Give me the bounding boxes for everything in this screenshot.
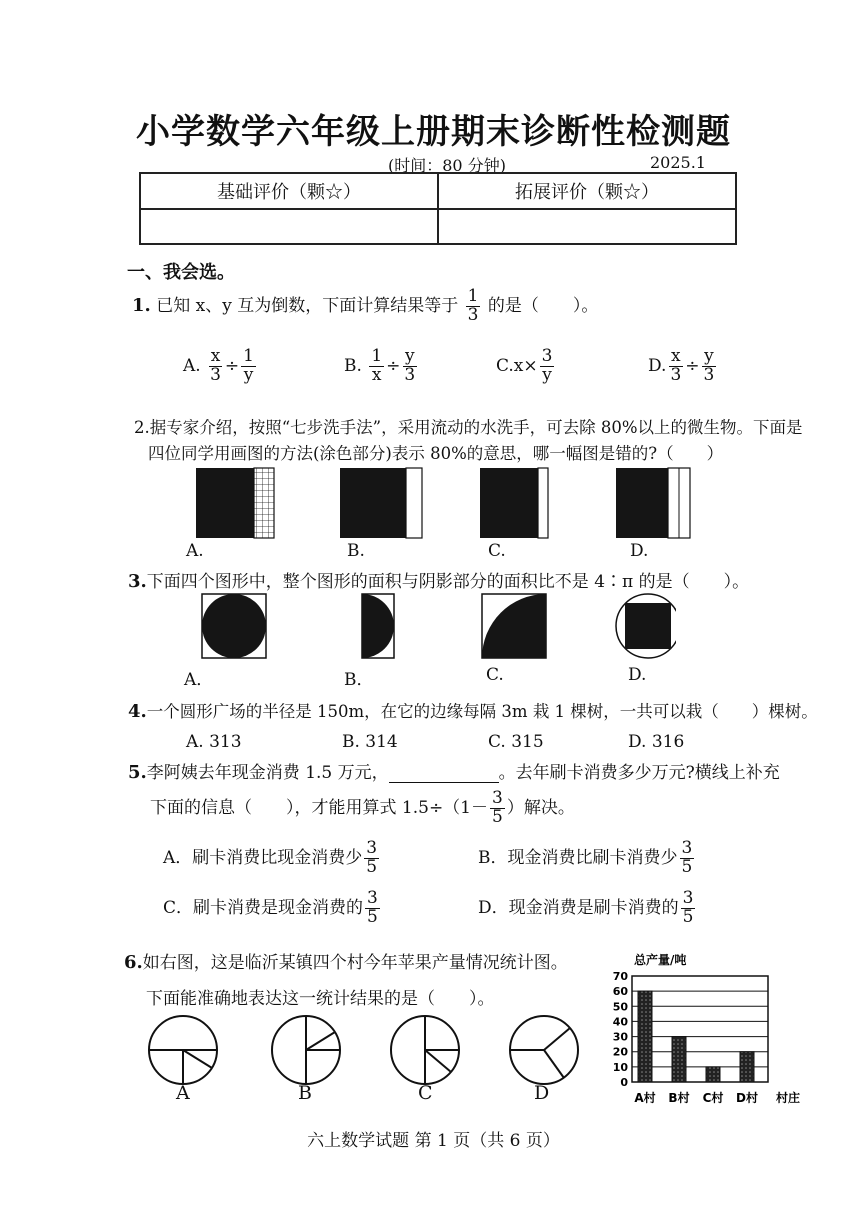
question-text: 据专家介绍，按照“七步洗手法”，采用流动的水洗手，可去除 80%以上的微生物。下面是 bbox=[149, 418, 803, 437]
q3-option-b[interactable]: B． bbox=[344, 670, 374, 690]
question-6 bbox=[124, 948, 568, 973]
q2-option-a[interactable]: A. bbox=[186, 541, 204, 561]
q4-option-d[interactable]: D. 316 bbox=[628, 732, 685, 752]
evaluation-table bbox=[139, 172, 737, 245]
q6-option-c[interactable]: C bbox=[418, 1082, 433, 1104]
question-text: 的是（ ）。 bbox=[487, 295, 599, 316]
question-text: 已知 x、y 互为倒数，下面计算结果等于 bbox=[156, 295, 459, 316]
question-text: 一个圆形广场的半径是 150m，在它的边缘每隔 3m 栽 1 棵树，一共可以栽（ ）棵树。 bbox=[146, 702, 818, 721]
chart-ytick-label: 30 bbox=[612, 1030, 628, 1044]
chart-ytick-label: 10 bbox=[612, 1060, 628, 1074]
chart-bar bbox=[672, 1037, 686, 1082]
chart-xlabel: 村庄 bbox=[776, 1091, 800, 1105]
eval-basic-cell[interactable] bbox=[140, 209, 438, 244]
question-text: 。去年刷卡消费多少万元?横线上补充 bbox=[498, 763, 780, 783]
question-number: 2. bbox=[134, 418, 150, 437]
chart-category-label: A村 bbox=[634, 1091, 656, 1105]
q4-option-b[interactable]: B. 314 bbox=[342, 732, 398, 752]
q6-pie-d bbox=[510, 1016, 578, 1084]
q1-option-c[interactable]: C.x× $\frac{3}{y}$ bbox=[496, 346, 553, 385]
eval-basic-header: 基础评价（颗☆） bbox=[140, 173, 438, 209]
chart-category-label: C村 bbox=[702, 1091, 724, 1105]
chart-category-label: D村 bbox=[736, 1091, 758, 1105]
fraction: $\frac{1}{3}$ bbox=[467, 286, 479, 325]
question-4 bbox=[128, 698, 818, 722]
chart-bar bbox=[638, 991, 652, 1082]
q2-figure-d bbox=[616, 468, 690, 538]
q6-pie-options bbox=[140, 1010, 580, 1108]
q2-figure-a bbox=[196, 468, 274, 538]
q6-option-b[interactable]: B bbox=[298, 1082, 312, 1104]
answer-blank[interactable] bbox=[389, 766, 499, 783]
q3-figure-d bbox=[616, 594, 676, 658]
q6-pie-c bbox=[391, 1016, 459, 1084]
page-footer: 六上数学试题 第 1 页（共 6 页） bbox=[307, 1131, 560, 1151]
chart-ylabel: 总产量/吨 bbox=[634, 953, 687, 967]
q3-figure-b bbox=[362, 594, 394, 658]
q3-option-a[interactable]: A． bbox=[184, 670, 214, 690]
chart-bar bbox=[706, 1067, 720, 1082]
q2-figure-c bbox=[480, 468, 548, 538]
question-text: 如右图，这是临沂某镇四个村今年苹果产量情况统计图。 bbox=[142, 953, 568, 973]
question-number: 5. bbox=[128, 762, 147, 783]
question-number: 6. bbox=[124, 952, 143, 973]
question-5 bbox=[128, 758, 780, 783]
question-text: 下面四个图形中，整个图形的面积与阴影部分的面积比不是 4∶π 的是（ ）。 bbox=[146, 572, 750, 592]
question-1 bbox=[132, 288, 598, 325]
q5-option-a[interactable]: A．刷卡消费比现金消费少 $\frac{3}{5}$ bbox=[163, 838, 378, 877]
q1-option-d[interactable]: D. $\frac{x}{3}$ ÷ $\frac{y}{3}$ bbox=[648, 346, 715, 385]
chart-ytick-label: 40 bbox=[612, 1015, 628, 1029]
q1-option-b[interactable]: B. $\frac{1}{x}$ ÷ $\frac{y}{3}$ bbox=[344, 346, 416, 385]
q2-option-b[interactable]: B. bbox=[347, 541, 365, 561]
page-title: 小学数学六年级上册期末诊断性检测题 bbox=[136, 112, 731, 152]
section-title: 一、我会选。 bbox=[127, 262, 235, 283]
q5-option-d[interactable]: D．现金消费是刷卡消费的 $\frac{3}{5}$ bbox=[478, 888, 694, 927]
question-3 bbox=[128, 567, 749, 592]
chart-ytick-label: 70 bbox=[612, 970, 628, 983]
q3-figure-c bbox=[482, 594, 546, 658]
q2-option-d[interactable]: D. bbox=[630, 541, 649, 561]
apple-yield-bar-chart bbox=[600, 950, 800, 1110]
q5-option-b[interactable]: B．现金消费比刷卡消费少 $\frac{3}{5}$ bbox=[478, 838, 693, 877]
q3-option-c[interactable]: C. bbox=[486, 665, 504, 685]
q6-pie-b bbox=[272, 1016, 340, 1084]
question-number: 4. bbox=[128, 701, 147, 722]
q5-option-c[interactable]: C．刷卡消费是现金消费的 $\frac{3}{5}$ bbox=[163, 888, 378, 927]
question-5-line2: 下面的信息（ ），才能用算式 1.5÷（1－ $\frac{3}{5}$ ）解决。 bbox=[150, 788, 575, 827]
chart-ytick-label: 60 bbox=[612, 985, 628, 999]
exam-date: 2025.1 bbox=[650, 153, 706, 172]
q6-option-a[interactable]: A bbox=[176, 1082, 190, 1104]
q4-option-a[interactable]: A. 313 bbox=[186, 732, 242, 752]
chart-bar bbox=[740, 1052, 754, 1082]
q3-figure-a bbox=[202, 594, 266, 658]
question-text: 李阿姨去年现金消费 1.5 万元， bbox=[146, 763, 389, 783]
exam-time: (时间：80 分钟) bbox=[388, 156, 506, 175]
question-2 bbox=[134, 414, 803, 438]
chart-ytick-label: 50 bbox=[612, 1000, 628, 1014]
q6-pie-a bbox=[149, 1016, 217, 1084]
chart-ytick-label: 0 bbox=[620, 1076, 628, 1089]
q1-option-a[interactable]: A. $\frac{x}{3}$ ÷ $\frac{1}{y}$ bbox=[183, 346, 254, 385]
q2-figures bbox=[190, 466, 710, 542]
question-number: 3. bbox=[128, 571, 147, 592]
q3-figures bbox=[196, 592, 676, 662]
question-number: 1. bbox=[132, 294, 151, 316]
eval-ext-header: 拓展评价（颗☆） bbox=[438, 173, 736, 209]
chart-category-label: B村 bbox=[668, 1091, 690, 1105]
q6-option-d[interactable]: D bbox=[534, 1082, 550, 1104]
question-2-line2: 四位同学用画图的方法(涂色部分)表示 80%的意思，哪一幅图是错的?（ ） bbox=[148, 444, 724, 463]
q2-figure-b bbox=[340, 468, 422, 538]
question-6-line2: 下面能准确地表达这一统计结果的是（ ）。 bbox=[146, 989, 495, 1009]
q3-option-d[interactable]: D. bbox=[628, 665, 647, 685]
q4-option-c[interactable]: C. 315 bbox=[488, 732, 544, 752]
chart-ytick-label: 20 bbox=[612, 1045, 628, 1059]
eval-ext-cell[interactable] bbox=[438, 209, 736, 244]
q2-option-c[interactable]: C. bbox=[488, 541, 506, 561]
